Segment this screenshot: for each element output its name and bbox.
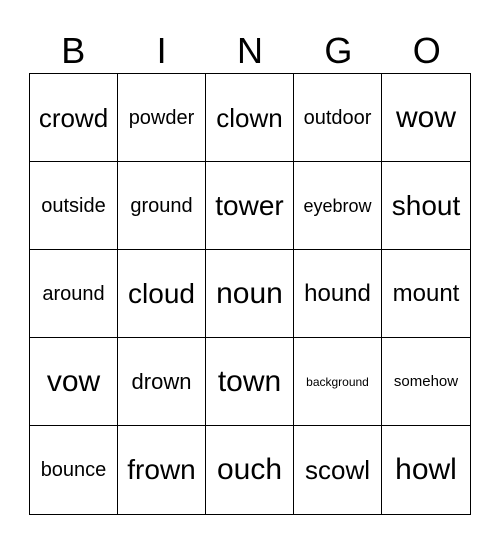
bingo-cell[interactable]: background — [294, 338, 382, 426]
bingo-cell[interactable]: tower — [206, 162, 294, 250]
bingo-cell[interactable]: noun — [206, 250, 294, 338]
header-letter-o: O — [412, 30, 441, 71]
bingo-cell[interactable]: clown — [206, 74, 294, 162]
bingo-cell[interactable]: eyebrow — [294, 162, 382, 250]
bingo-board — [29, 73, 471, 515]
bingo-cell[interactable]: town — [206, 338, 294, 426]
bingo-cell[interactable]: wow — [382, 74, 470, 162]
header-letter-b: B — [61, 30, 86, 71]
bingo-cell[interactable]: howl — [395, 453, 457, 486]
header-letter-g: G — [324, 30, 353, 71]
bingo-cell[interactable]: outside — [30, 162, 118, 250]
bingo-cell[interactable]: drown — [118, 338, 206, 426]
bingo-header — [29, 28, 471, 74]
bingo-cell[interactable]: mount — [382, 250, 470, 338]
bingo-cell[interactable]: outdoor — [294, 74, 382, 162]
bingo-cell[interactable]: powder — [118, 74, 206, 162]
bingo-cell[interactable]: ouch — [206, 426, 294, 514]
bingo-cell[interactable]: shout — [382, 162, 470, 250]
bingo-cell[interactable]: vow — [30, 338, 118, 426]
bingo-cell[interactable]: bounce — [30, 426, 118, 514]
bingo-cell[interactable]: cloud — [118, 250, 206, 338]
bingo-cell[interactable]: somehow — [382, 338, 470, 426]
bingo-cell[interactable]: crowd — [30, 74, 118, 162]
bingo-cell[interactable]: ground — [118, 162, 206, 250]
header-letter-i: I — [156, 30, 167, 71]
header-letter-n: N — [236, 30, 263, 71]
bingo-cell[interactable]: around — [30, 250, 118, 338]
bingo-cell[interactable]: scowl — [294, 426, 382, 514]
bingo-cell[interactable]: hound — [294, 250, 382, 338]
bingo-cell[interactable]: frown — [118, 426, 206, 514]
